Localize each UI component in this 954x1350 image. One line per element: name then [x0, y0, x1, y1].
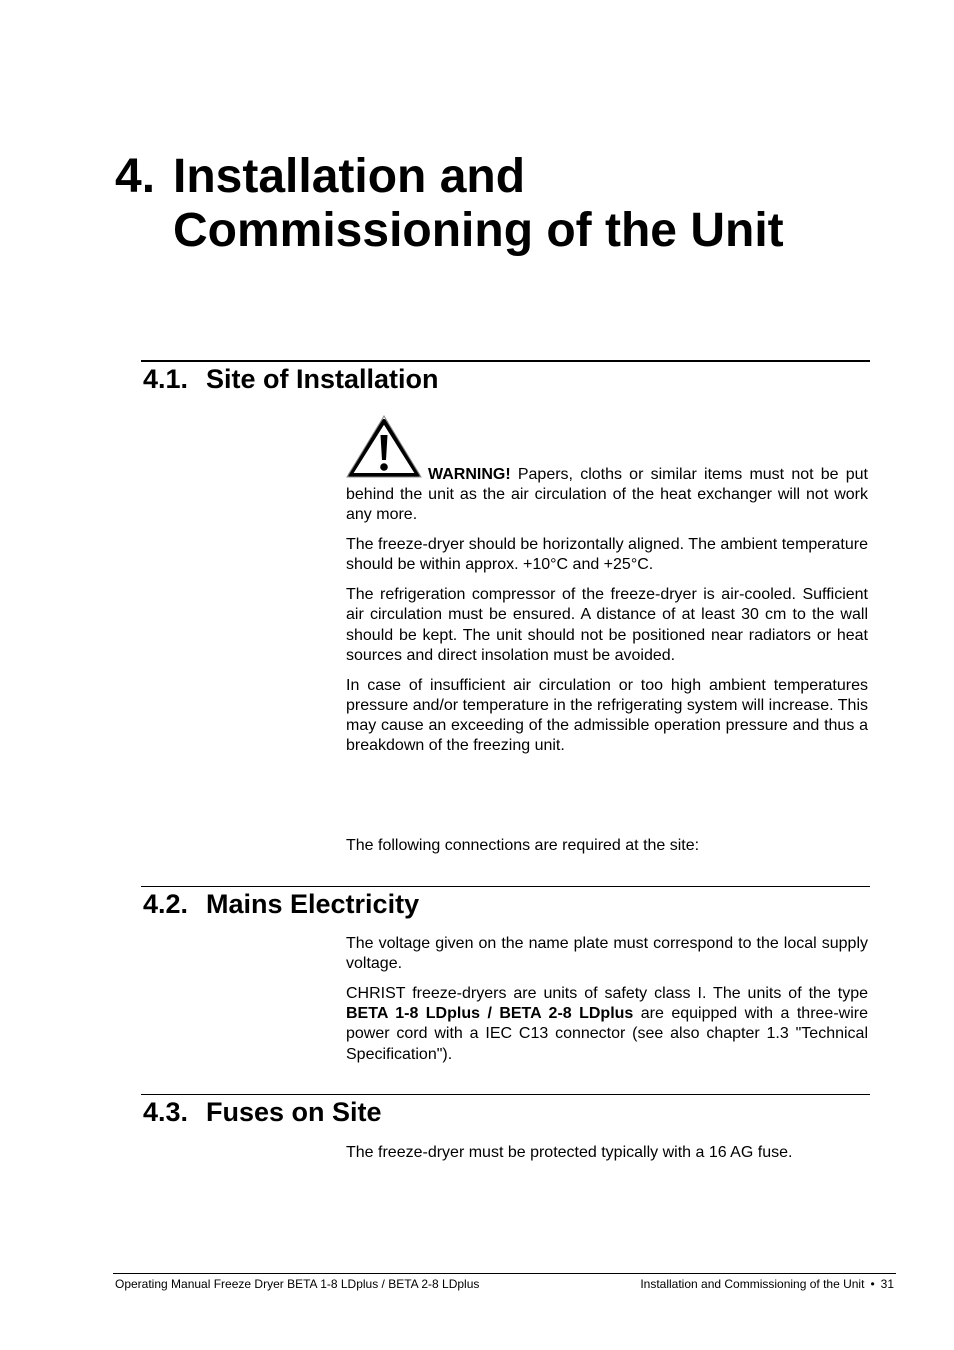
warning-label: WARNING! [428, 466, 511, 483]
bullet-icon: • [870, 1277, 875, 1291]
connections-intro: The following connections are required at the site: [346, 837, 700, 854]
paragraph [346, 984, 868, 1065]
footer-chapter-and-page [640, 1276, 894, 1292]
section-number: 4.2. [143, 889, 189, 919]
warning-text: Papers, cloths or similar items must not be put behind the unit as the air circulation of the heat exchanger will not work any more. [346, 466, 868, 524]
section-body-site-of-installation [346, 465, 868, 766]
paragraph-text: are equipped with a three-wire power cord with a IEC C13 connector (see also chapter 1.3 "Technical Specification"). [346, 1005, 868, 1063]
section-title: Site of Installation [206, 364, 439, 394]
section-heading-fuses-on-site [143, 1096, 382, 1128]
warning-paragraph [346, 465, 868, 526]
model-names: BETA 1-8 LDplus / BETA 2-8 LDplus [346, 1005, 634, 1023]
footer-divider [113, 1273, 896, 1274]
section-number: 4.3. [143, 1097, 189, 1127]
paragraph: The refrigeration compressor of the freeze-dryer is air-cooled. Sufficient air circulation must be ensured. A distance of at least 30 cm to the wall should be kept. The unit should not be positioned near radiators or heat sources and direct insolation must be avoided. [346, 586, 868, 664]
section-title: Mains Electricity [206, 889, 420, 919]
section-title: Fuses on Site [206, 1097, 382, 1127]
page-number: 31 [880, 1277, 894, 1291]
chapter-title [173, 150, 784, 258]
chapter-title-line-2: Commissioning of the Unit [173, 204, 784, 257]
section-divider [141, 360, 870, 362]
chapter-title-line-1: Installation and [173, 150, 526, 203]
footer-chapter-title: Installation and Commissioning of the Unit [640, 1277, 865, 1291]
footer-document-title: Operating Manual Freeze Dryer BETA 1-8 LDplus / BETA 2-8 LDplus [115, 1277, 480, 1291]
section-heading-site-of-installation [143, 363, 439, 395]
section-body-mains-electricity [346, 934, 868, 1074]
section-heading-mains-electricity [143, 888, 419, 920]
paragraph: In case of insufficient air circulation or too high ambient temperatures pressure and/or temperature in the refrigerating system will increase. This may cause an exceeding of the admissible operation pressure and thus a breakdown of the freezing unit. [346, 676, 868, 755]
section-body-fuses-on-site: The freeze-dryer must be protected typically with a 16 AG fuse. [346, 1144, 793, 1161]
paragraph: The voltage given on the name plate must correspond to the local supply voltage. [346, 935, 868, 973]
section-divider [141, 886, 870, 887]
chapter-number: 4. [115, 150, 156, 203]
paragraph-text: CHRIST freeze-dryers are units of safety class I. The units of the type [346, 985, 868, 1002]
section-divider [141, 1094, 870, 1095]
section-number: 4.1. [143, 364, 189, 394]
paragraph: The freeze-dryer should be horizontally aligned. The ambient temperature should be within approx. +10°C and +25°C. [346, 536, 868, 574]
